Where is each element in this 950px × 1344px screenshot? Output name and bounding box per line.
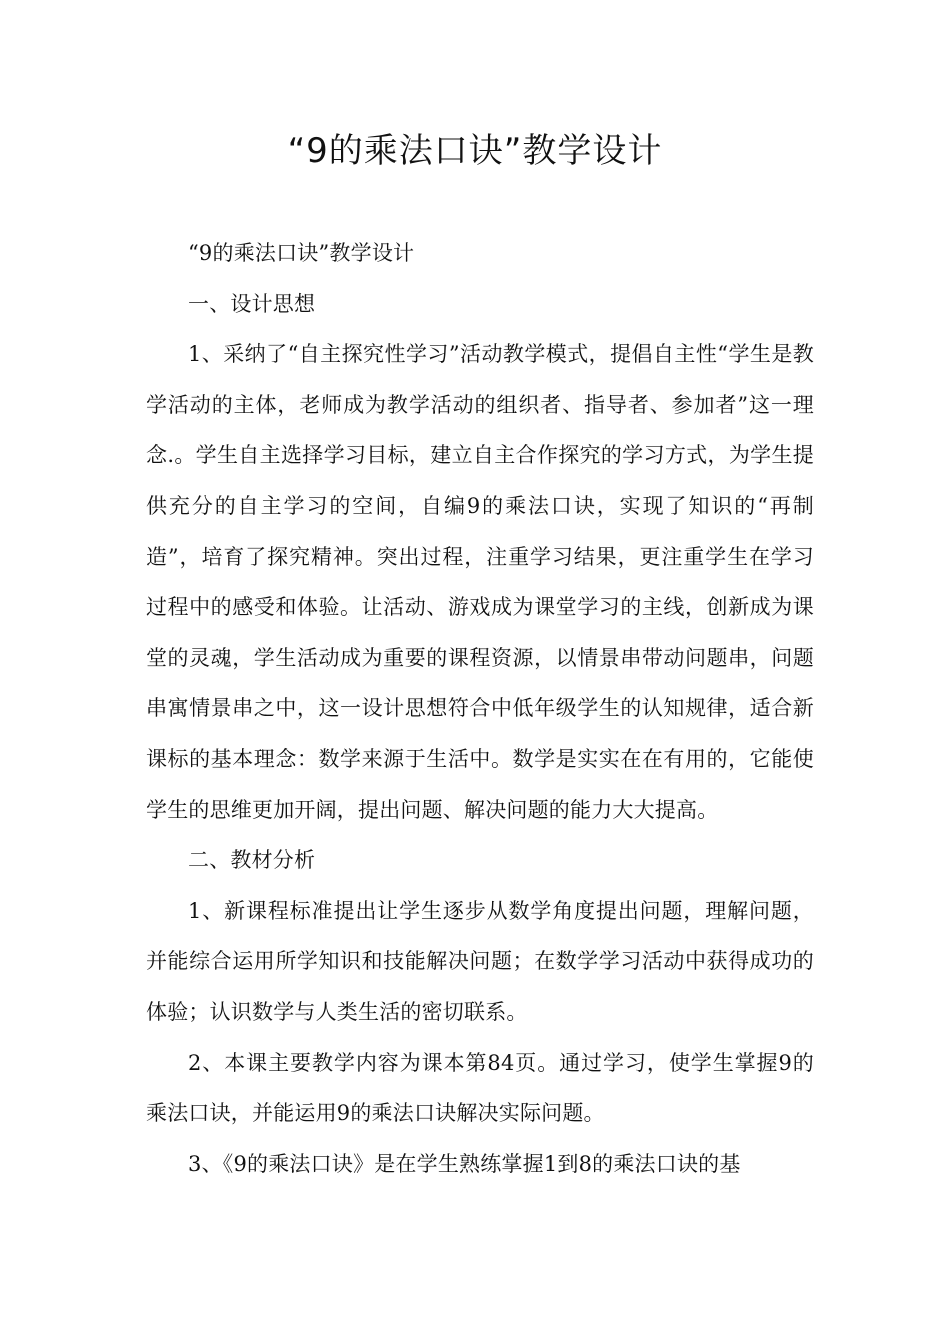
body-paragraph: 1、新课程标准提出让学生逐步从数学角度提出问题，理解问题，并能综合运用所学知识和技能解决问题；在数学学习活动中获得成功的体验；认识数学与人类生活的密切联系。: [146, 898, 814, 1024]
section-heading-design-idea: 一、设计思想: [188, 291, 316, 316]
subtitle-paragraph: “9的乘法口诀”教学设计: [188, 241, 415, 265]
document-body: [146, 228, 814, 1189]
document-title: “9的乘法口诀”教学设计: [287, 131, 663, 171]
body-paragraph: 3、《9的乘法口诀》是在学生熟练掌握1到8的乘法口诀的基: [188, 1151, 741, 1176]
body-paragraph: 1、采纳了“自主探究性学习”活动教学模式，提倡自主性“学生是教学活动的主体，老师成为教学活动的组织者、指导者、参加者”这一理念.。学生自主选择学习目标，建立自主合作探究的学习方式，为学生提供充分的自主学习的空间，自编9的乘法口诀，实现了知识的“再制造”，培育了探究精神。突出过程，注重学习结果，更注重学生在学习过程中的感受和体验。让活动、游戏成为课堂学习的主线，创新成为课堂的灵魂，学生活动成为重要的课程资源，以情景串带动问题串，问题串寓情景串之中，这一设计思想符合中低年级学生的认知规律，适合新课标的基本理念：数学来源于生活中。数学是实实在在有用的，它能使学生的思维更加开阔，提出问题、解决问题的能力大大提高。: [146, 342, 814, 822]
section-heading-textbook-analysis: 二、教材分析: [188, 848, 316, 873]
body-paragraph: 2、本课主要教学内容为课本第84页。通过学习，使学生掌握9的乘法口诀，并能运用9的乘法口诀解决实际问题。: [146, 1050, 814, 1126]
